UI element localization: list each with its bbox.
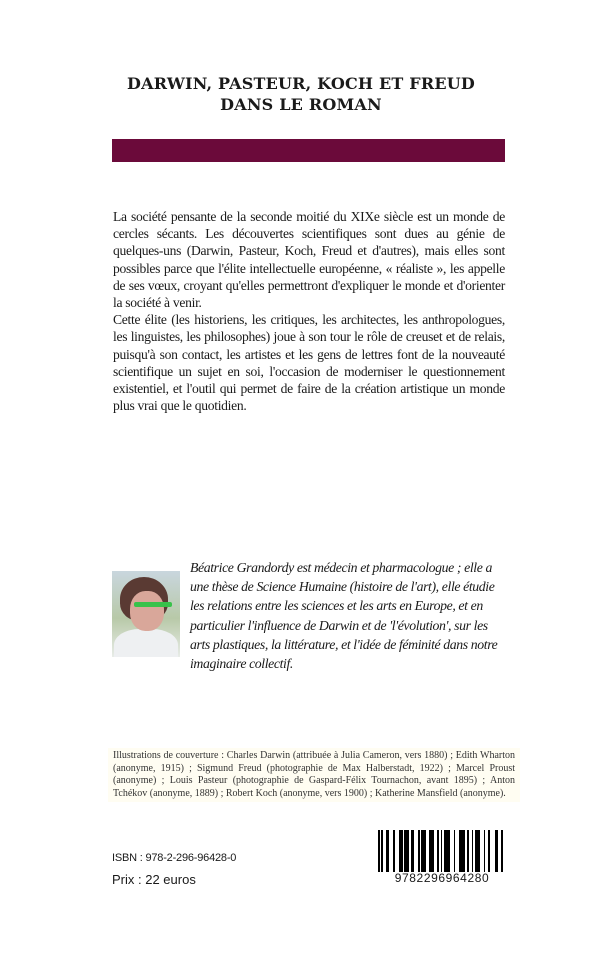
cover-credits: Illustrations de couverture : Charles Darwin (attribuée à Julia Cameron, vers 1880) ; Edith Wharton (anonyme, 1915) ; Sigmund Freud (photographie de Max Halberstadt, 1922) ; Marcel Proust (anonyme) ; Louis Pasteur (photographie de Gaspard-Félix Tournachon, avant 1895) ; Anton Tchékov (anonyme, 1889) ; Robert Koch (anonyme, vers 1900) ; Katherine Mansfield (anonyme). xyxy=(108,748,520,802)
author-bio: Béatrice Grandordy est médecin et pharmacologue ; elle a une thèse de Science Humaine (histoire de l'art), elle étudie les relations entre les sciences et les arts en Europe, et en particulier l'influence de Darwin et de 'l'évolution', sur les arts plastiques, la littérature, et l'idée de féminité dans notre imaginaire collectif. xyxy=(190,560,498,672)
barcode xyxy=(378,830,506,886)
title-line-1: DARWIN, PASTEUR, KOCH ET FREUD xyxy=(127,74,475,93)
barcode-stripe xyxy=(503,830,505,874)
accent-bar xyxy=(112,139,505,162)
author-photo xyxy=(112,571,180,657)
blurb-paragraph-2: Cette élite (les historiens, les critiques, les architectes, les anthropologues, les linguistes, les philosophes) joue à son tour le rôle de creuset et de relais, puisqu'à son contact, les artistes et les gens de lettres font de la nouveauté scientifique un sujet en soi, l'occasion de moderniser le questionnement existentiel, et l'outil qui permet de faire de la création artistique un monde plus vrai que le quotidien. xyxy=(113,312,505,414)
blurb-paragraph-1: La société pensante de la seconde moitié du XIXe siècle est un monde de cercles sécants. Les découvertes scientifiques sont dues au génie de quelques-uns (Darwin, Pasteur, Koch, Freud et d'autres), mais elles sont possibles parce que l'élite intellectuelle européenne, « réaliste », les appelle de ses vœux, croyant qu'elles permettront d'expliquer le monde et d'orienter la société à venir. xyxy=(113,209,505,311)
photo-glasses xyxy=(134,602,172,607)
photo-body xyxy=(114,629,178,657)
book-title xyxy=(100,73,502,115)
barcode-number: 9782296964280 xyxy=(378,872,506,885)
barcode-bars xyxy=(378,830,506,874)
title-line-2: DANS LE ROMAN xyxy=(220,95,382,114)
price: Prix : 22 euros xyxy=(112,872,196,887)
blurb xyxy=(113,208,505,414)
photo-face xyxy=(130,591,164,631)
isbn: ISBN : 978-2-296-96428-0 xyxy=(112,852,237,864)
